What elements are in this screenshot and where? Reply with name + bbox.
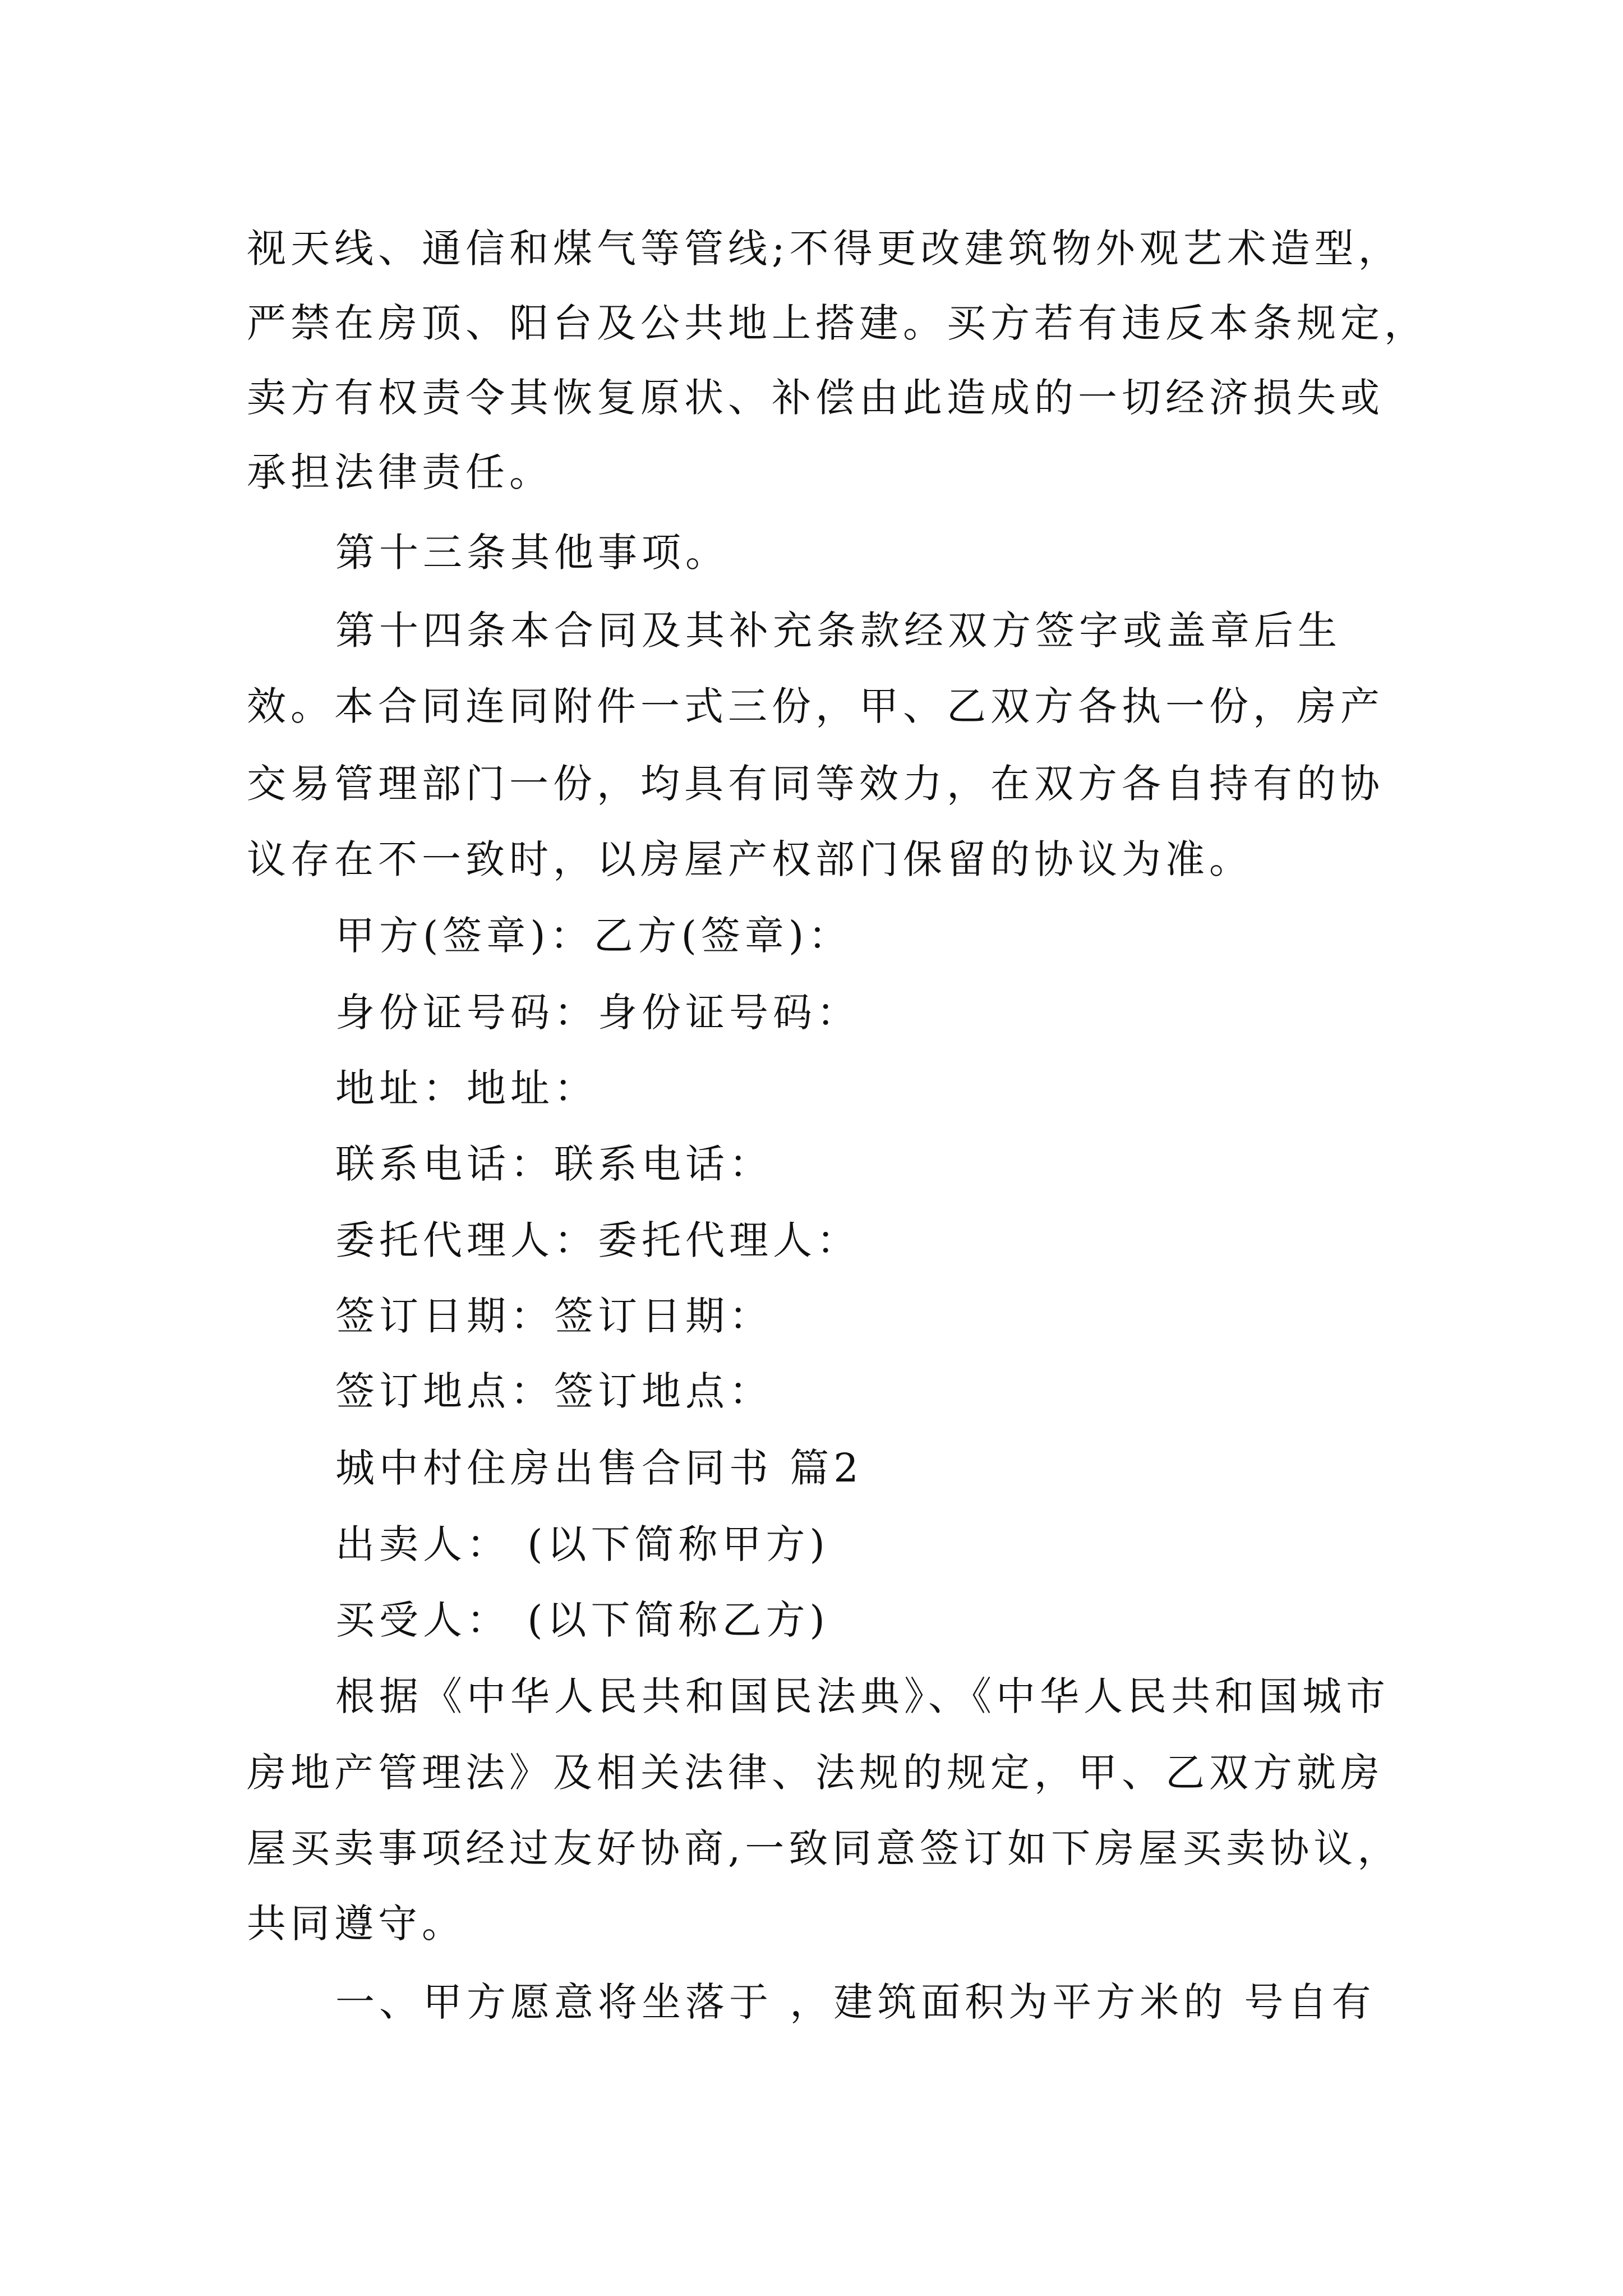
body-text-line: 第十四条本合同及其补充条款经双方签字或盖章后生 <box>335 608 1341 654</box>
signature-line: 签订地点：签订地点： <box>335 1368 773 1414</box>
body-text-line: 卖方有权责令其恢复原状、补偿由此造成的一切经济损失或 <box>247 375 1384 421</box>
body-text-line: 严禁在房顶、阳台及公共地上搭建。买方若有违反本条规定， <box>247 300 1428 346</box>
body-text-line: 效。本合同连同附件一式三份，甲、乙双方各执一份，房产 <box>247 683 1384 729</box>
signature-line: 身份证号码：身份证号码： <box>335 990 860 1036</box>
body-text-line: 议存在不一致时，以房屋产权部门保留的协议为准。 <box>247 836 1253 882</box>
body-text-line: 一、甲方愿意将坐落于 ，建筑面积为平方米的 号自有 <box>335 1979 1376 2025</box>
body-text-line: 视天线、通信和煤气等管线;不得更改建筑物外观艺术造型， <box>247 226 1402 272</box>
party-line: 出卖人： (以下简称甲方) <box>335 1521 829 1567</box>
body-text-line: 交易管理部门一份，均具有同等效力，在双方各自持有的协 <box>247 761 1384 807</box>
signature-line: 甲方(签章)：乙方(签章)： <box>335 913 852 959</box>
body-text-line: 共同遵守。 <box>247 1901 465 1947</box>
signature-line: 地址：地址： <box>335 1065 598 1111</box>
signature-line: 联系电话：联系电话： <box>335 1141 773 1187</box>
section-title: 城中村住房出售合同书 篇2 <box>335 1445 863 1491</box>
body-text-line: 房地产管理法》及相关法律、法规的规定，甲、乙双方就房 <box>247 1750 1384 1796</box>
clause-heading: 第十三条其他事项。 <box>335 530 729 576</box>
signature-line: 委托代理人：委托代理人： <box>335 1217 860 1263</box>
signature-line: 签订日期：签订日期： <box>335 1293 773 1339</box>
body-text-line: 承担法律责任。 <box>247 449 553 495</box>
body-text-line: 根据《中华人民共和国民法典》、《中华人民共和国城市 <box>335 1673 1390 1719</box>
body-text-line: 屋买卖事项经过友好协商,一致同意签订如下房屋买卖协议， <box>247 1825 1401 1871</box>
party-line: 买受人： (以下简称乙方) <box>335 1597 829 1643</box>
